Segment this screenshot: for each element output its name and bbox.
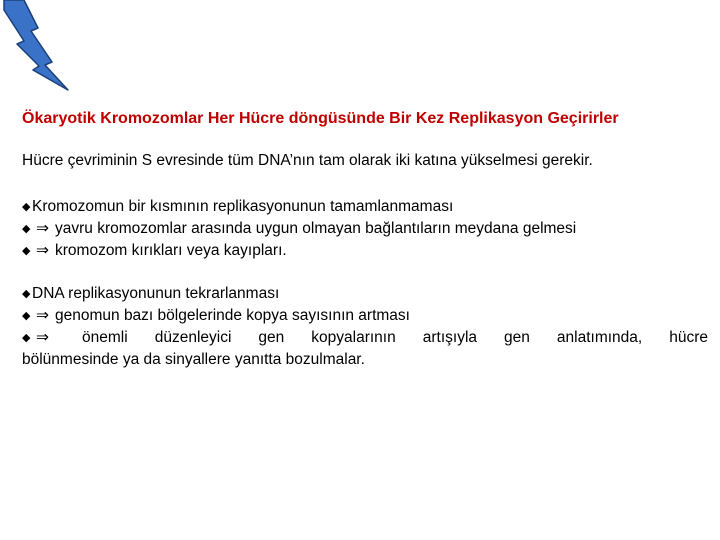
list-item — [22, 218, 708, 240]
section-heading: DNA replikasyonunun tekrarlanması — [32, 285, 280, 302]
lightning-bolt-icon — [0, 0, 70, 92]
diamond-bullet-icon: ◆ — [22, 332, 31, 344]
implies-arrow-icon: ⇒ — [36, 307, 49, 324]
implies-arrow-icon: ⇒ — [36, 242, 49, 259]
section-heading: Kromozomun bir kısmının replikasyonunun tamamlanmaması — [32, 198, 454, 215]
list-item — [22, 327, 708, 349]
list-item — [22, 196, 708, 218]
list-item — [22, 305, 708, 327]
diamond-bullet-icon: ◆ — [22, 201, 31, 213]
intro-text: Hücre çevriminin S evresinde tüm DNA’nın tam olarak iki katına yükselmesi gerekir. — [22, 152, 593, 169]
implies-arrow-icon: ⇒ — [36, 329, 49, 346]
page-title: Ökaryotik Kromozomlar Her Hücre döngüsünde Bir Kez Replikasyon Geçirirler — [22, 110, 619, 127]
section-rereplication — [22, 283, 708, 371]
implies-arrow-icon: ⇒ — [36, 220, 49, 237]
list-item-text: önemli düzenleyici gen kopyalarının artışıyla gen anlatımında, hücre — [82, 329, 708, 346]
list-item-text: kromozom kırıkları veya kayıpları. — [55, 242, 287, 259]
list-item — [22, 283, 708, 305]
diamond-bullet-icon: ◆ — [22, 288, 31, 300]
diamond-bullet-icon: ◆ — [22, 310, 31, 322]
list-item — [22, 240, 708, 262]
diamond-bullet-icon: ◆ — [22, 245, 31, 257]
list-item-text: genomun bazı bölgelerinde kopya sayısının artması — [55, 307, 410, 324]
list-item-continuation: bölünmesinde ya da sinyallere yanıtta bozulmalar. — [22, 351, 365, 368]
section-incomplete-replication — [22, 196, 708, 262]
list-item-text: yavru kromozomlar arasında uygun olmayan bağlantıların meydana gelmesi — [55, 220, 577, 237]
diamond-bullet-icon: ◆ — [22, 223, 31, 235]
